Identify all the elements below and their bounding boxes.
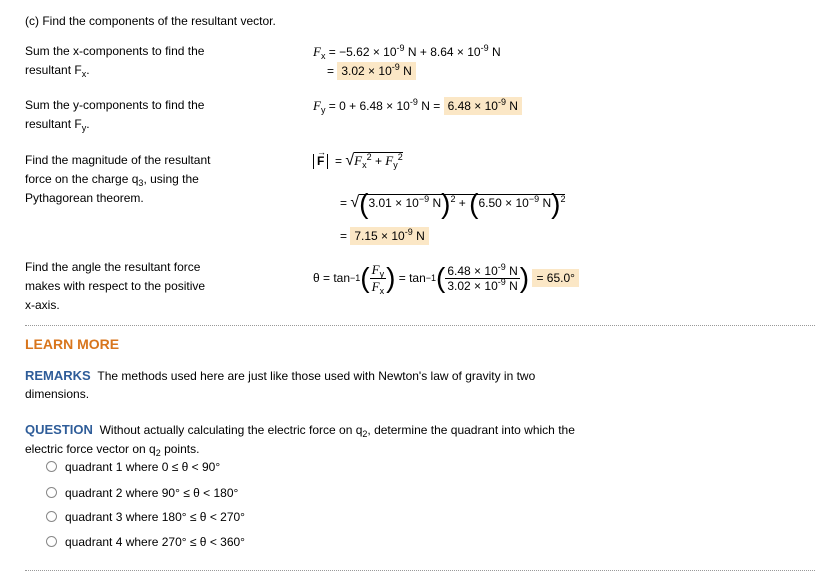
y-step-description (25, 96, 204, 134)
magnitude-result-highlight: $7.15 \times 10^{-9}$ N (350, 227, 428, 245)
angle-equation: θ = tan −1 ( $\frac{F_y}{F_x}$ ) = tan −1 ( $\frac{6.48 \times 10^{-9} N}{3.02 \times 10^{-9} N}$ ) = 65.0° (313, 258, 579, 298)
magnitude-desc-line1: Find the magnitude of the resultant (25, 153, 211, 167)
x-result-highlight: $3.02 \times 10^{-9}$ N (337, 62, 415, 80)
question-text-line1: Without actually calculating the electric force on $q_2$, determine the quadrant into which the (99, 423, 575, 439)
fy-over-fx: $\frac{F_y}{F_x}$ (371, 261, 385, 296)
y-desc-line1: Sum the y-components to find the (25, 98, 205, 112)
x-step-description (25, 42, 204, 80)
question-block (25, 420, 575, 459)
option-label: quadrant 2 where 90° ≤ θ < 180° (65, 486, 239, 500)
answer-option[interactable] (46, 460, 220, 474)
magnitude-desc-line3: Pythagorean theorem. (25, 191, 144, 205)
option-label: quadrant 4 where 270° ≤ θ < 360° (65, 535, 245, 549)
section-divider (25, 325, 815, 326)
learn-more-heading: LEARN MORE (25, 336, 120, 352)
remarks-text-line2: dimensions. (25, 387, 90, 401)
remarks-block (25, 367, 535, 403)
radio-button[interactable] (46, 536, 57, 547)
answer-option[interactable] (46, 535, 245, 549)
magnitude-equation-line1: F → = $√F_x^2 + F_y^2$ (313, 152, 403, 170)
radio-button[interactable] (46, 487, 57, 498)
vector-magnitude-symbol: F → (313, 154, 328, 169)
magnitude-equation-line2: = $√(3.01 \times 10^{-9}$ $N)^2 + (6.50 \times 10^{-9}$ N)$^2$ (340, 188, 566, 219)
angle-step-description (25, 258, 205, 315)
y-equation: $F_y = 0 + 6.48 \times 10^{-9}$ $N = 6.48 \times 10^{-9}$ N (313, 98, 522, 114)
bottom-divider (25, 570, 815, 571)
angle-desc-line2: makes with respect to the positive (25, 279, 206, 293)
y-desc-line2: resultant $F_y$. (25, 117, 90, 133)
answer-option[interactable] (46, 486, 238, 500)
angle-desc-line3: x-axis. (25, 298, 60, 312)
y-result-highlight: $6.48 \times 10^{-9}$ N (444, 97, 522, 115)
radio-button[interactable] (46, 461, 57, 472)
angle-desc-line1: Find the angle the resultant force (25, 260, 201, 274)
magnitude-step-description (25, 151, 210, 208)
x-desc-line1: Sum the x-components to find the (25, 44, 205, 58)
option-label: quadrant 3 where 180° ≤ θ < 270° (65, 510, 245, 524)
radio-button[interactable] (46, 511, 57, 522)
magnitude-desc-line2: force on the charge $q_3$, using the (25, 172, 199, 188)
angle-result-highlight: = 65.0° (532, 269, 579, 287)
remarks-text-line1: The methods used here are just like those used with Newton's law of gravity in two (97, 369, 536, 383)
remarks-label: REMARKS (25, 368, 91, 383)
x-equation-line2: = $3.02 \times 10^{-9}$ N (327, 64, 416, 78)
question-label: QUESTION (25, 422, 93, 437)
answer-option[interactable] (46, 510, 245, 524)
part-c-heading: (c) Find the components of the resultant vector. (25, 14, 276, 28)
question-text-line2: electric force vector on $q_2$ points. (25, 442, 200, 458)
option-label: quadrant 1 where 0 ≤ θ < 90° (65, 460, 221, 474)
x-equation-line1: $F_x = -5.62 \times 10^{-9}$ $N + 8.64 \times 10^{-9}$ N (313, 43, 501, 61)
x-desc-line2: resultant $F_x$. (25, 63, 90, 79)
magnitude-equation-line3: = $7.15 \times 10^{-9}$ N (340, 229, 429, 243)
numeric-fraction: $\frac{6.48 \times 10^{-9} N}{3.02 \times 10^{-9} N}$ (447, 261, 518, 293)
